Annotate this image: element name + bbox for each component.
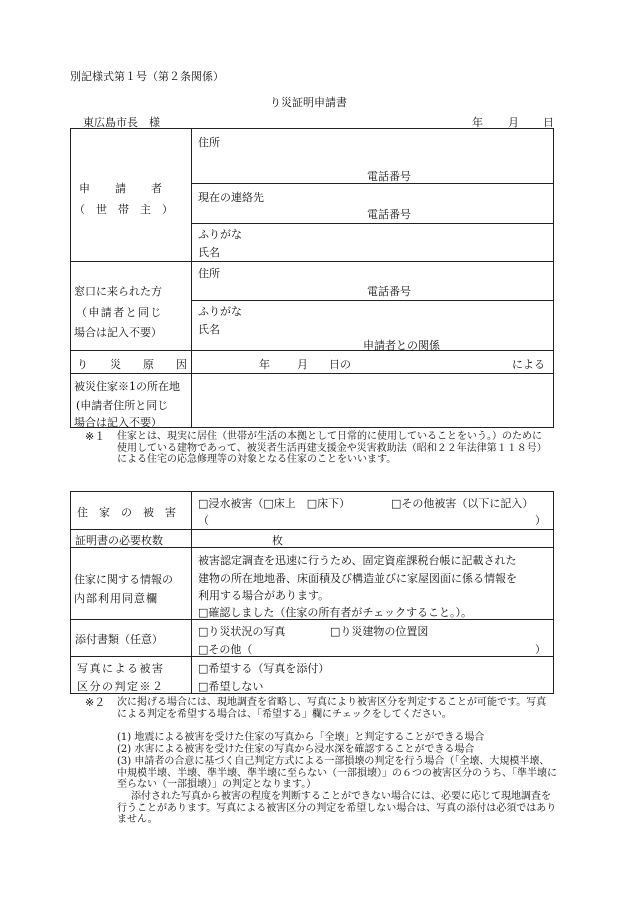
photo-judgment-yes-checkbox[interactable]: □希望する（写真を添付） xyxy=(198,662,330,675)
photo-judgment-label-line1: 写真による被害 xyxy=(77,662,165,675)
cause-day: 日の xyxy=(329,358,351,371)
visitor-label-line1: 窓口に来られた方 xyxy=(74,285,162,298)
attachment-other-checkbox[interactable]: □その他（ xyxy=(198,643,253,656)
note1-text: 住家とは、現実に居住（世帯が生活の本拠として日常的に使用していることをいう。）のために使用している建物であって、被災者生活再建支援金や災害救助法（昭和２２年法律第１１８号）による住宅の応急修理等の対象となる住家のことをいいます。 xyxy=(117,431,547,465)
form-number: 別記様式第１号（第２条関係） xyxy=(70,70,224,83)
addressee: 東広島市長 様 xyxy=(83,116,160,129)
applicant-furigana-label: ふりがな xyxy=(198,228,242,241)
note2-item1: (1) 地震による被害を受けた住家の写真から「全壊」と判定することができる場合 xyxy=(117,732,485,743)
visitor-phone-field[interactable] xyxy=(423,281,543,295)
damage-table xyxy=(70,491,554,694)
visitor-address-label: 住所 xyxy=(198,267,220,280)
consent-text-line3: 利用する場合があります。 xyxy=(198,589,330,602)
consent-text-line1: 被害認定調査を迅速に行うため、固定資産課税台帳に記載された xyxy=(198,554,517,567)
date-year-label: 年 xyxy=(472,116,483,129)
copies-label: 証明書の必要枚数 xyxy=(75,534,163,547)
visitor-phone-label: 電話番号 xyxy=(367,285,411,298)
location-label-line3: 場合は記入不要） xyxy=(74,416,162,429)
visitor-furigana-label: ふりがな xyxy=(198,305,242,318)
visitor-relation-label: 申請者との関係 xyxy=(363,339,440,352)
applicant-contact-label: 現在の連絡先 xyxy=(198,191,264,204)
attachment-other-close: ） xyxy=(535,643,546,656)
applicant-furigana-field[interactable] xyxy=(246,226,536,239)
note2-intro: 次に掲げる場合には、現地調査を省略し、写真により被害区分を判定することが可能です。写真による判定を希望する場合は、「希望する」欄にチェックをしてください。 xyxy=(117,697,547,720)
damage-detail-field[interactable] xyxy=(213,511,533,525)
consent-label-line1: 住家に関する情報の xyxy=(74,573,173,586)
applicant-address-label: 住所 xyxy=(198,136,220,149)
attachment-other-field[interactable] xyxy=(266,640,531,654)
cause-label: り 災 原 因 xyxy=(77,358,187,371)
copies-field[interactable] xyxy=(197,531,267,545)
cause-suffix: による xyxy=(512,358,545,371)
applicant-contact-phone-field[interactable] xyxy=(423,204,543,218)
cause-field[interactable] xyxy=(355,354,505,369)
consent-label-line2: 内部利用同意欄 xyxy=(74,592,158,605)
visitor-relation-field[interactable] xyxy=(447,335,547,349)
note1-marker: ※１ xyxy=(85,430,106,443)
applicant-address-field[interactable] xyxy=(261,134,541,148)
photo-judgment-label-line2: 区分の判定※２ xyxy=(77,680,165,693)
applicant-contact-phone-label: 電話番号 xyxy=(367,208,411,221)
applicant-phone-field[interactable] xyxy=(423,166,543,180)
application-table xyxy=(70,128,554,428)
copies-unit: 枚 xyxy=(272,534,283,547)
visitor-label-line3: 場合は記入不要） xyxy=(74,326,162,339)
consent-text-line2: 建物の所在地地番、床面積及び構造並びに家屋図面に係る情報を xyxy=(198,572,517,585)
visitor-name-label: 氏名 xyxy=(198,323,220,336)
page-title: り災証明申請書 xyxy=(270,96,347,109)
visitor-label-line2: （申請者と同じ xyxy=(76,306,163,319)
date-day-label: 日 xyxy=(543,116,554,129)
note2-item2: (2) 水害による被害を受けた住家の写真から浸水深を確認することができる場合 xyxy=(117,744,475,755)
applicant-label-line1: 申 請 者 xyxy=(79,182,163,195)
damage-detail-close: ） xyxy=(535,514,546,527)
damage-label: 住 家 の 被 害 xyxy=(77,506,176,519)
applicant-name-field[interactable] xyxy=(231,243,531,258)
location-label-line2: (申請者住所と同じ xyxy=(76,399,169,412)
visitor-address-field[interactable] xyxy=(231,265,531,279)
location-label-line1: 被災住家※1の所在地 xyxy=(74,380,180,393)
applicant-phone-label: 電話番号 xyxy=(367,170,411,183)
photo-judgment-no-checkbox[interactable]: □希望しない xyxy=(198,680,264,693)
note2-closing: 添付された写真から被害の程度を判断することができない場合には、必要に応じて現地調査を行うことがあります。写真による被害区分の判定を希望しない場合は、写真の添付は必須ではありません。 xyxy=(117,791,557,825)
attachment-photo-checkbox[interactable]: □り災状況の写真 xyxy=(198,625,286,638)
applicant-label-line2: （ 世 帯 主 ） xyxy=(74,203,173,216)
damage-flood-checkbox[interactable]: □浸水被害（□床上 □床下） xyxy=(198,497,351,510)
attachment-location-checkbox[interactable]: □り災建物の位置図 xyxy=(330,625,429,638)
applicant-name-label: 氏名 xyxy=(198,246,220,259)
note2-marker: ※２ xyxy=(85,696,106,709)
consent-checkbox[interactable]: □確認しました（住家の所有者がチェックすること。）。 xyxy=(198,606,473,619)
cause-month: 月 xyxy=(297,358,308,371)
date-month-label: 月 xyxy=(508,116,519,129)
cause-year: 年 xyxy=(259,358,270,371)
attachments-label: 添付書類（任意） xyxy=(75,633,163,646)
damage-detail-open: （ xyxy=(198,514,209,527)
note2-item3: (3) 申請者の合意に基づく自己判定方式による一部損壊の判定を行う場合（「全壊、大規模半壊、中規模半壊、半壊、準半壊、準半壊に至らない（一部損壊）」の６つの被害区分のうち、「準半壊に至らない（一部損壊）」の判定となります。） xyxy=(117,756,557,790)
damage-other-checkbox[interactable]: □その他被害（以下に記入） xyxy=(391,497,534,510)
location-field[interactable] xyxy=(197,379,547,419)
